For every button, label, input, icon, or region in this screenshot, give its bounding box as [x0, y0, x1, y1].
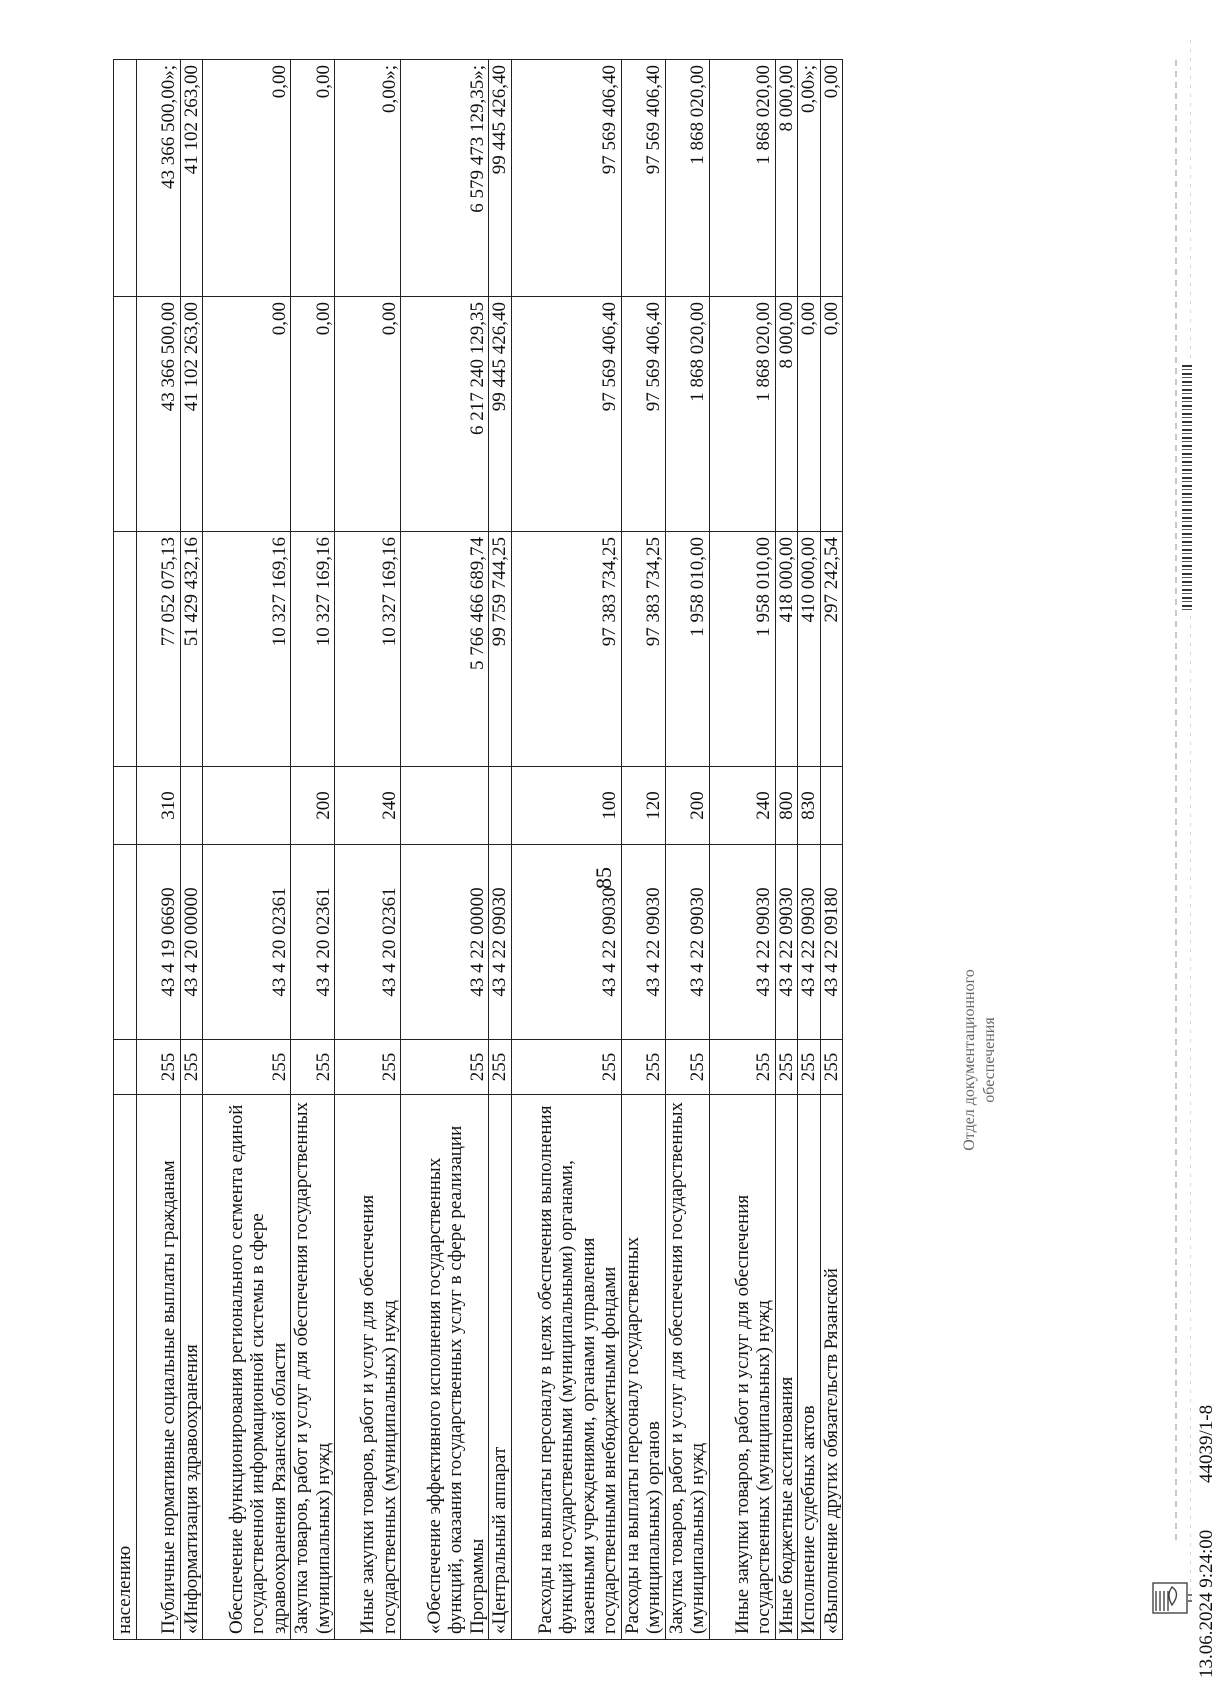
- row-value-2026-cell: 1 868 020,00: [709, 60, 775, 297]
- row-value-2024-cell: 77 052 075,13: [136, 532, 180, 767]
- row-csr-cell: 43 4 20 02361: [203, 845, 291, 1040]
- row-value-2026-cell: 0,00»;: [335, 60, 401, 297]
- stamp-line-2: обеспечения: [981, 1017, 998, 1103]
- row-ved-cell: 255: [709, 1040, 775, 1095]
- row-value-2024-cell: 1 958 010,00: [709, 532, 775, 767]
- table-row: [775, 60, 798, 1640]
- table-row: [401, 60, 489, 1640]
- row-value-2025-cell: 6 217 240 129,35: [401, 297, 489, 532]
- row-ved-cell: 255: [489, 1040, 512, 1095]
- row-value-2024-cell: 5 766 466 689,74: [401, 532, 489, 767]
- row-vr-cell: [489, 767, 512, 845]
- row-csr-cell: [114, 845, 137, 1040]
- row-value-2025-cell: 0,00: [291, 297, 335, 532]
- row-ved-cell: 255: [798, 1040, 821, 1095]
- row-value-2025-cell: 43 366 500,00: [136, 297, 180, 532]
- row-ved-cell: 255: [335, 1040, 401, 1095]
- table-row: [709, 60, 775, 1640]
- table-row: [621, 60, 665, 1640]
- row-vr-cell: 310: [136, 767, 180, 845]
- row-ved-cell: [114, 1040, 137, 1095]
- row-value-2025-cell: 1 868 020,00: [709, 297, 775, 532]
- scan-edge-line-2: [1190, 40, 1191, 1600]
- row-name-cell: Исполнение судебных актов: [798, 1095, 821, 1640]
- row-ved-cell: 255: [511, 1040, 621, 1095]
- row-value-2026-cell: 0,00»;: [798, 60, 821, 297]
- row-value-2025-cell: 97 569 406,40: [511, 297, 621, 532]
- table-row: [798, 60, 821, 1640]
- row-value-2026-cell: [114, 60, 137, 297]
- row-csr-cell: 43 4 20 00000: [180, 845, 203, 1040]
- row-vr-cell: 200: [291, 767, 335, 845]
- row-csr-cell: 43 4 22 09030: [621, 845, 665, 1040]
- table-row: [114, 60, 137, 1640]
- row-vr-cell: [114, 767, 137, 845]
- row-vr-cell: [401, 767, 489, 845]
- row-name-cell: населению: [114, 1095, 137, 1640]
- row-value-2026-cell: 0,00: [820, 60, 843, 297]
- row-ved-cell: 255: [401, 1040, 489, 1095]
- row-value-2024-cell: 297 242,54: [820, 532, 843, 767]
- row-csr-cell: 43 4 22 09030: [511, 845, 621, 1040]
- page-number: 85: [591, 867, 616, 889]
- row-value-2024-cell: 51 429 432,16: [180, 532, 203, 767]
- row-value-2025-cell: 99 445 426,40: [489, 297, 512, 532]
- table-row: [489, 60, 512, 1640]
- row-name-cell: Иные бюджетные ассигнования: [775, 1095, 798, 1640]
- table-row: [180, 60, 203, 1640]
- row-value-2026-cell: 8 000,00: [775, 60, 798, 297]
- stamp-line-1: Отдел документационного: [961, 969, 978, 1151]
- row-value-2026-cell: 41 102 263,00: [180, 60, 203, 297]
- row-name-cell: Закупка товаров, работ и услуг для обеспечения государственных (муниципальных) нужд: [665, 1095, 709, 1640]
- row-csr-cell: 43 4 22 09030: [489, 845, 512, 1040]
- barcode-icon: [1182, 365, 1192, 610]
- row-value-2024-cell: 1 958 010,00: [665, 532, 709, 767]
- row-value-2024-cell: 97 383 734,25: [621, 532, 665, 767]
- table-row: [335, 60, 401, 1640]
- row-name-cell: Закупка товаров, работ и услуг для обеспечения государственных (муниципальных) нужд: [291, 1095, 335, 1640]
- row-vr-cell: 100: [511, 767, 621, 845]
- row-value-2024-cell: 97 383 734,25: [511, 532, 621, 767]
- row-csr-cell: 43 4 22 00000: [401, 845, 489, 1040]
- row-vr-cell: [203, 767, 291, 845]
- budget-table-rotated: [113, 60, 973, 1640]
- table-row: [136, 60, 180, 1640]
- row-csr-cell: 43 4 22 09180: [820, 845, 843, 1040]
- row-name-cell: Расходы на выплаты персоналу государственных (муниципальных) органов: [621, 1095, 665, 1640]
- row-value-2026-cell: 0,00: [291, 60, 335, 297]
- table-row: [511, 60, 621, 1640]
- row-csr-cell: 43 4 19 06690: [136, 845, 180, 1040]
- row-value-2025-cell: [114, 297, 137, 532]
- row-vr-cell: 830: [798, 767, 821, 845]
- row-value-2024-cell: 10 327 169,16: [203, 532, 291, 767]
- row-value-2025-cell: 0,00: [203, 297, 291, 532]
- emblem-icon: [1148, 1575, 1193, 1621]
- table-row: [820, 60, 843, 1640]
- row-name-cell: Иные закупки товаров, работ и услуг для обеспечения государственных (муниципальных) нужд: [709, 1095, 775, 1640]
- row-name-cell: Иные закупки товаров, работ и услуг для обеспечения государственных (муниципальных) нужд: [335, 1095, 401, 1640]
- row-value-2024-cell: 418 000,00: [775, 532, 798, 767]
- row-value-2026-cell: 97 569 406,40: [621, 60, 665, 297]
- row-value-2024-cell: 410 000,00: [798, 532, 821, 767]
- row-value-2026-cell: 6 579 473 129,35»;: [401, 60, 489, 297]
- row-value-2024-cell: 99 759 744,25: [489, 532, 512, 767]
- row-value-2025-cell: 0,00: [798, 297, 821, 532]
- row-ved-cell: 255: [665, 1040, 709, 1095]
- row-value-2025-cell: 0,00: [820, 297, 843, 532]
- row-vr-cell: 120: [621, 767, 665, 845]
- footer-timestamp: 13.06.2024 9:24:00: [1196, 1529, 1217, 1678]
- row-vr-cell: 240: [709, 767, 775, 845]
- row-value-2025-cell: 8 000,00: [775, 297, 798, 532]
- row-vr-cell: 200: [665, 767, 709, 845]
- row-name-cell: «Центральный аппарат: [489, 1095, 512, 1640]
- row-vr-cell: [820, 767, 843, 845]
- row-name-cell: «Обеспечение эффективного исполнения государственных функций, оказания государственных услуг в сфере реализации Программы: [401, 1095, 489, 1640]
- row-ved-cell: 255: [203, 1040, 291, 1095]
- table-row: [291, 60, 335, 1640]
- row-ved-cell: 255: [291, 1040, 335, 1095]
- row-value-2026-cell: 99 445 426,40: [489, 60, 512, 297]
- row-name-cell: Публичные нормативные социальные выплаты гражданам: [136, 1095, 180, 1640]
- footer-doc-number: 44039/1-8: [1196, 1404, 1217, 1483]
- row-name-cell: «Выполнение других обязательств Рязанской: [820, 1095, 843, 1640]
- row-value-2026-cell: 1 868 020,00: [665, 60, 709, 297]
- row-value-2026-cell: 43 366 500,00»;: [136, 60, 180, 297]
- row-value-2025-cell: 41 102 263,00: [180, 297, 203, 532]
- row-ved-cell: 255: [820, 1040, 843, 1095]
- row-value-2025-cell: 0,00: [335, 297, 401, 532]
- row-csr-cell: 43 4 22 09030: [709, 845, 775, 1040]
- row-ved-cell: 255: [775, 1040, 798, 1095]
- row-csr-cell: 43 4 22 09030: [665, 845, 709, 1040]
- row-csr-cell: 43 4 22 09030: [775, 845, 798, 1040]
- row-value-2024-cell: 10 327 169,16: [291, 532, 335, 767]
- table-row: [203, 60, 291, 1640]
- row-value-2024-cell: 10 327 169,16: [335, 532, 401, 767]
- row-ved-cell: 255: [621, 1040, 665, 1095]
- footer: [1190, 1080, 1230, 1680]
- row-vr-cell: [180, 767, 203, 845]
- row-value-2025-cell: 1 868 020,00: [665, 297, 709, 532]
- row-value-2026-cell: 0,00: [203, 60, 291, 297]
- row-csr-cell: 43 4 20 02361: [335, 845, 401, 1040]
- row-csr-cell: 43 4 20 02361: [291, 845, 335, 1040]
- row-value-2024-cell: [114, 532, 137, 767]
- row-name-cell: Обеспечение функционирования регионального сегмента единой государственной информационной системы в сфере здравоохранения Рязанской области: [203, 1095, 291, 1640]
- row-value-2026-cell: 97 569 406,40: [511, 60, 621, 297]
- table-row: [665, 60, 709, 1640]
- row-vr-cell: 240: [335, 767, 401, 845]
- scan-edge-line: [1175, 60, 1177, 1540]
- row-ved-cell: 255: [136, 1040, 180, 1095]
- row-name-cell: «Информатизация здравоохранения: [180, 1095, 203, 1640]
- budget-table: [113, 59, 843, 1640]
- row-name-cell: Расходы на выплаты персоналу в целях обеспечения выполнения функций государственными (муниципальными) органами, казенными учреждениями, органами управления государственными внебюджетными фондами: [511, 1095, 621, 1640]
- row-ved-cell: 255: [180, 1040, 203, 1095]
- row-csr-cell: 43 4 22 09030: [798, 845, 821, 1040]
- row-vr-cell: 800: [775, 767, 798, 845]
- row-value-2025-cell: 97 569 406,40: [621, 297, 665, 532]
- department-stamp: [960, 945, 1050, 1175]
